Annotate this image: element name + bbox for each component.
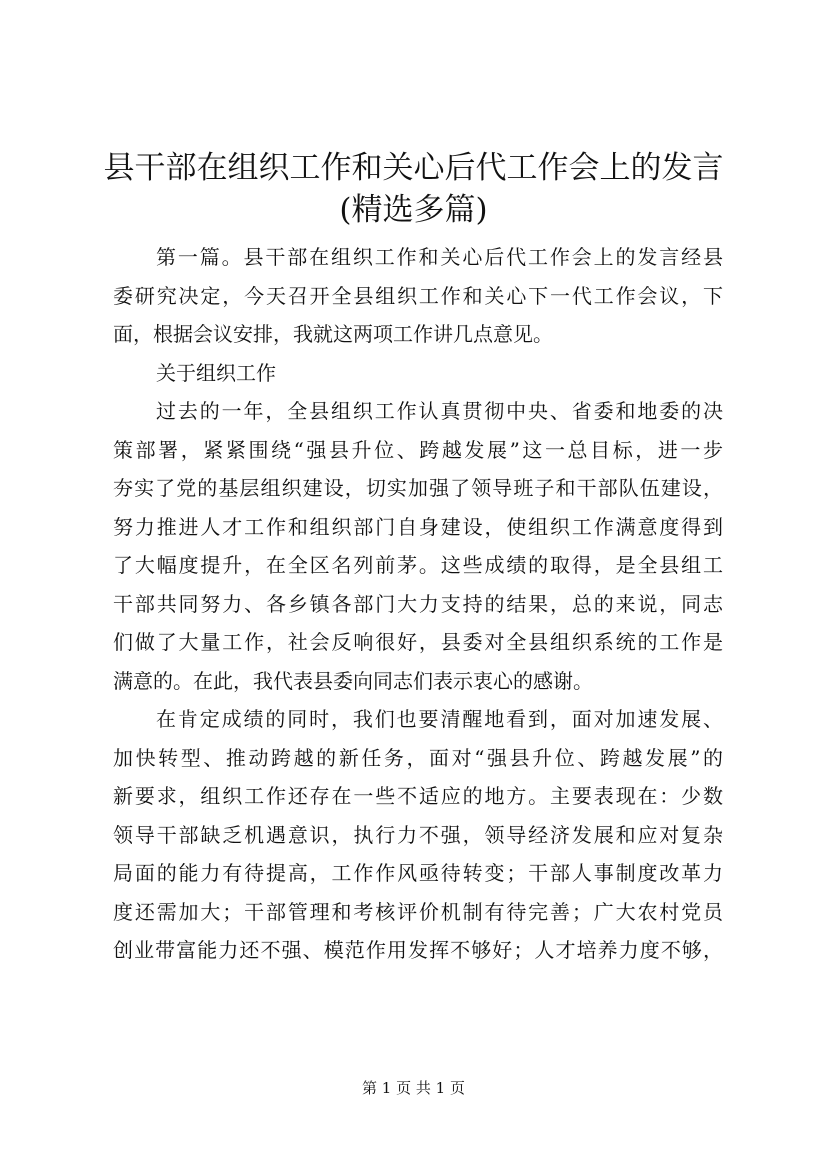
text-line: 面，根据会议安排，我就这两项工作讲几点意见。 [113, 322, 553, 346]
text-line: 们做了大量工作，社会反响很好，县委对全县组织系统的工作是 [113, 630, 723, 654]
text-line: 干部共同努力、各乡镇各部门大力支持的结果，总的来说，同志 [113, 591, 723, 616]
text-line: 局面的能力有待提高，工作作风亟待转变；干部人事制度改革力 [113, 861, 723, 885]
text-line: 了大幅度提升，在全区名列前茅。这些成绩的取得，是全县组工 [113, 553, 723, 577]
document-subtitle: (精选多篇) [339, 192, 488, 228]
text-line: 夯实了党的基层组织建设，切实加强了领导班子和干部队伍建设， [113, 476, 723, 500]
text-line: 新要求，组织工作还存在一些不适应的地方。主要表现在：少数 [113, 784, 723, 808]
text-line: 策部署，紧紧围绕“强县升位、跨越发展”这一总目标，进一步 [113, 437, 723, 462]
document-title: 县干部在组织工作和关心后代工作会上的发言 [103, 150, 724, 186]
text-line: 委研究决定，今天召开全县组织工作和关心下一代工作会议，下 [113, 283, 723, 308]
text-line: 度还需加大；干部管理和考核评价机制有待完善；广大农村党员 [113, 899, 723, 924]
page-footer: 第 1 页 共 1 页 [362, 1079, 465, 1097]
document-body [113, 238, 723, 970]
text-line: 满意的。在此，我代表县委向同志们表示衷心的感谢。 [113, 668, 593, 693]
text-line: 第一篇。县干部在组织工作和关心后代工作会上的发言经县 [156, 245, 723, 269]
text-line: 在肯定成绩的同时，我们也要清醒地看到，面对加速发展、 [156, 707, 723, 731]
text-line: 领导干部缺乏机遇意识，执行力不强，领导经济发展和应对复杂 [113, 822, 723, 847]
text-line: 加快转型、推动跨越的新任务，面对“强县升位、跨越发展”的 [113, 745, 723, 770]
text-line: 努力推进人才工作和组织部门自身建设，使组织工作满意度得到 [113, 514, 723, 539]
text-line: 关于组织工作 [156, 360, 276, 385]
text-line: 过去的一年，全县组织工作认真贯彻中央、省委和地委的决 [156, 399, 723, 423]
text-line: 创业带富能力还不强、模范作用发挥不够好；人才培养力度不够， [113, 938, 723, 962]
